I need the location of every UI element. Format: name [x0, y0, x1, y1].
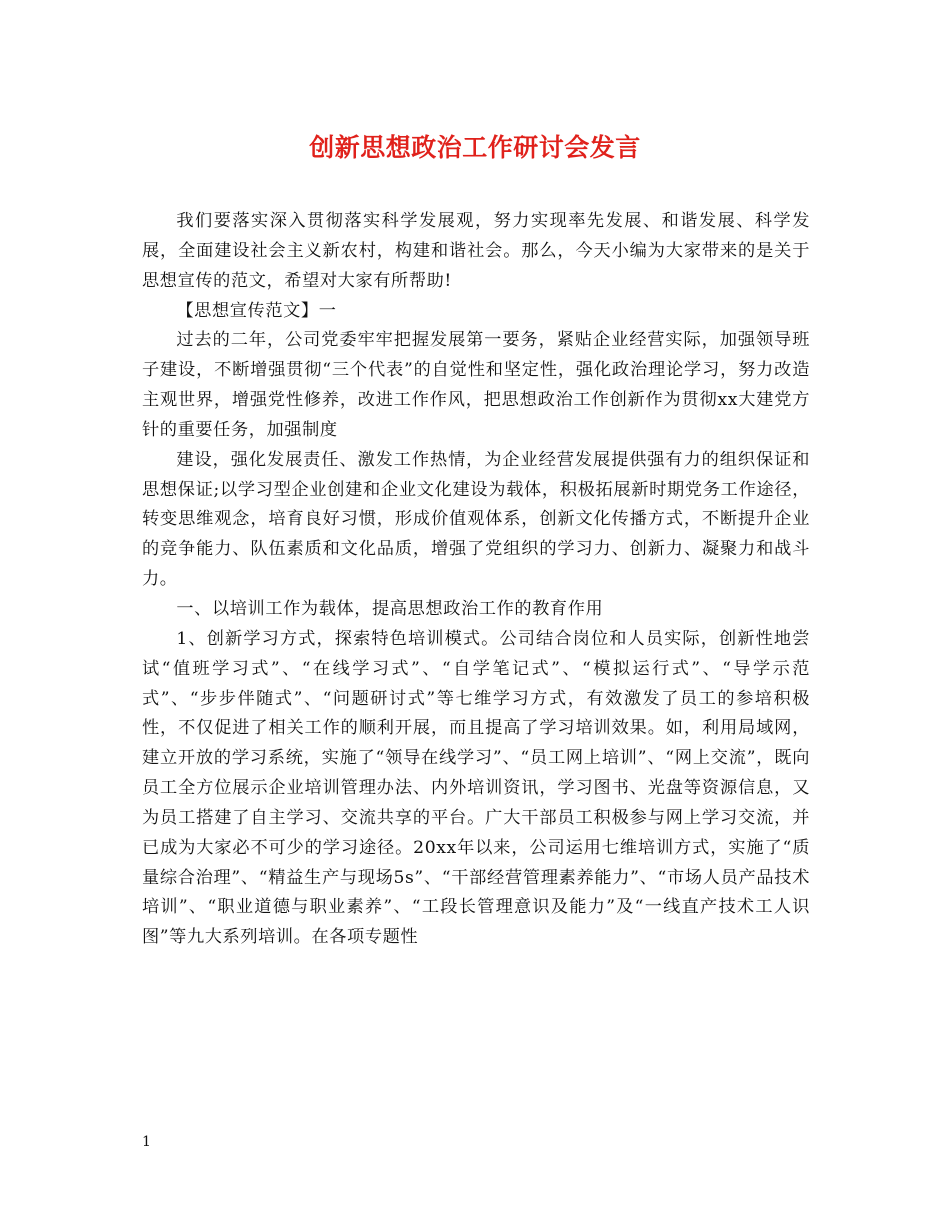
document-title: 创新思想政治工作研讨会发言 — [309, 133, 641, 162]
paragraph-past-two-years: 过去的二年，公司党委牢牢把握发展第一要务，紧贴企业经营实际，加强领导班子建设，不断增强贯彻“三个代表”的自觉性和坚定性，强化政治理论学习，努力改造主观世界，增强党性修养，改进工作作风，把思想政治工作创新作为贯彻xx大建党方针的重要任务，加强制度 — [142, 330, 810, 440]
paragraph-innovate-learning: 1、创新学习方式，探索特色培训模式。公司结合岗位和人员实际，创新性地尝试“值班学习式”、“在线学习式”、“自学笔记式”、“模拟运行式”、“导学示范式”、“步步伴随式”、“问题研讨式”等七维学习方式，有效激发了员工的参培积极性，不仅促进了相关工作的顺利开展，而且提高了学习培训效果。如，利用局域网，建立开放的学习系统，实施了“领导在线学习”、“员工网上培训”、“网上交流”，既向员工全方位展示企业培训管理办法、内外培训资讯，学习图书、光盘等资源信息，又为员工搭建了自主学习、交流共享的平台。广大干部员工积极参与网上学习交流，并已成为大家必不可少的学习途径。20xx年以来，公司运用七维培训方式，实施了“质量综合治理”、“精益生产与现场5s”、“干部经营管理素养能力”、“市场人员产品技术培训”、“职业道德与职业素养”、“工段长管理意识及能力”及“一线直产技术工人识图”等九大系列培训。在各项专题性 — [142, 628, 810, 948]
paragraph-intro: 我们要落实深入贯彻落实科学发展观，努力实现率先发展、和谐发展、科学发展，全面建设社会主义新农村，构建和谐社会。那么，今天小编为大家带来的是关于思想宣传的范文，希望对大家有所帮助! — [142, 211, 810, 291]
paragraph-section-heading: 【思想宣传范文】一 — [176, 300, 337, 321]
page-number: 1 — [142, 1134, 151, 1150]
document-body — [142, 207, 810, 953]
paragraph-construction: 建设，强化发展责任、激发工作热情，为企业经营发展提供强有力的组织保证和思想保证;以学习型企业创建和企业文化建设为载体，积极拓展新时期党务工作途径，转变思维观念，培育良好习惯，形成价值观体系，创新文化传播方式，不断提升企业的竞争能力、队伍素质和文化品质，增强了党组织的学习力、创新力、凝聚力和战斗力。 — [142, 449, 810, 590]
paragraph-subheading-training: 一、以培训工作为载体，提高思想政治工作的教育作用 — [176, 598, 604, 619]
